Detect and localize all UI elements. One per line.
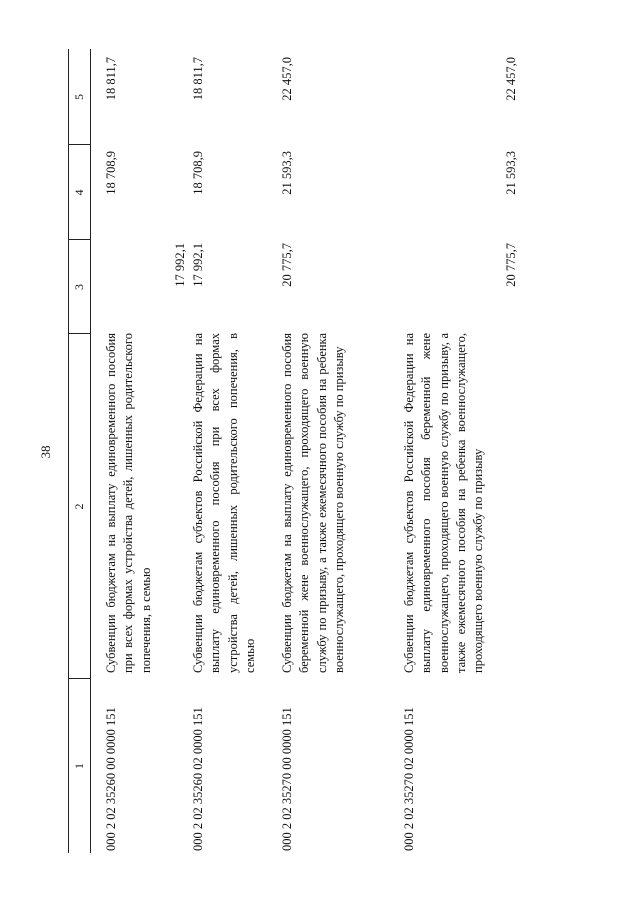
budget-code: 000 2 02 35260 00 0000 151	[104, 707, 118, 851]
value-col3: 17 992,1	[173, 243, 187, 287]
budget-code: 000 2 02 35260 02 0000 151	[191, 707, 205, 851]
value-col4: 18 708,9	[104, 151, 118, 195]
page-number: 38	[38, 445, 53, 459]
column-header-1: 1	[72, 763, 86, 769]
value-col5: 22 457,0	[504, 57, 518, 101]
budget-description: Субвенции бюджетам на выплату единовременного пособия при всех формах устройства детей, лишенных родительского попечения, в семью	[104, 333, 153, 673]
value-col5: 22 457,0	[280, 57, 294, 101]
column-header-3: 3	[72, 284, 86, 290]
column-header-2: 2	[72, 503, 86, 510]
budget-code: 000 2 02 35270 02 0000 151	[402, 707, 416, 851]
table-top-rule	[68, 49, 69, 853]
column-header-5: 5	[72, 94, 86, 100]
budget-description: Субвенции бюджетам субъектов Российской Федерации на выплату единовременного пособия беременной жене военнослужащего, проходящего военную службу по призыву, а также ежемесячного пособия на ребенка военнослужащего, проходящего военную службу по призыву	[402, 333, 486, 673]
value-col4: 18 708,9	[191, 151, 205, 195]
budget-description: Субвенции бюджетам субъектов Российской Федерации на выплату единовременного пособия при всех формах устройства детей, лишенных родительского попечения, в семью	[191, 333, 257, 673]
value-col5: 18 811,7	[191, 57, 205, 101]
budget-description: Субвенции бюджетам на выплату единовременного пособия беременной жене военнослужащего, проходящего военную службу по призыву, а также ежемесячного пособия на ребенка военнослужащего, проходящего военную службу по призыву	[280, 333, 346, 673]
value-col4: 21 593,3	[504, 151, 518, 195]
value-col3: 20 775,7	[504, 243, 518, 287]
value-col3: 17 992,1	[191, 243, 205, 287]
budget-table	[68, 49, 526, 853]
table-header-rule	[90, 49, 91, 853]
column-header-4: 4	[72, 189, 86, 196]
value-col3: 20 775,7	[280, 243, 294, 287]
value-col5: 18 811,7	[104, 57, 118, 101]
value-col4: 21 593,3	[280, 151, 294, 195]
budget-code: 000 2 02 35270 00 0000 151	[280, 707, 294, 851]
